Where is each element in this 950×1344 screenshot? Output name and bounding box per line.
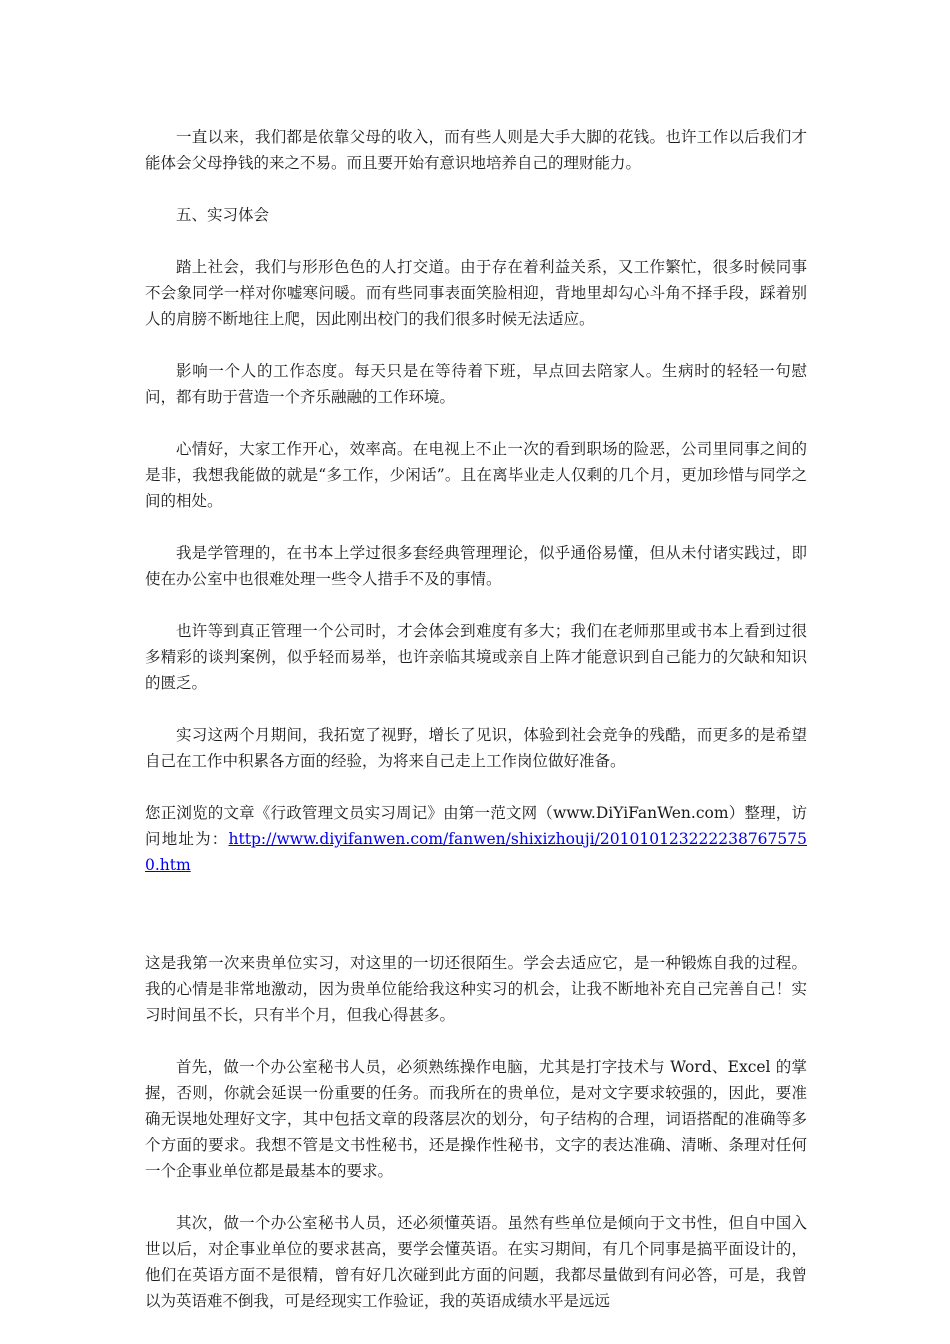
paragraph-intro: 这是我第一次来贵单位实习，对这里的一切还很陌生。学会去适应它，是一种锻炼自我的过程。我的心情是非常地激动，因为贵单位能给我这种实习的机会，让我不断地补充自己完善自己！实习时间虽不长，只有半个月，但我心得甚多。 [145,954,807,1024]
paragraph-society: 踏上社会，我们与形形色色的人打交道。由于存在着利益关系，又工作繁忙，很多时候同事不会象同学一样对你嘘寒问暖。而有些同事表面笑脸相迎，背地里却勾心斗角不择手段，踩着别人的肩膀不断地往上爬，因此刚出校门的我们很多时候无法适应。 [145,258,807,328]
source-text: 您正浏览的文章《行政管理文员实习周记》由第一范文网（www.DiYiFanWen.com）整理，访问地址为： [145,804,807,848]
section-heading: 五、实习体会 [176,206,270,224]
paragraph-finance: 一直以来，我们都是依靠父母的收入，而有些人则是大手大脚的花钱。也许工作以后我们才能体会父母挣钱的来之不易。而且要开始有意识地培养自己的理财能力。 [145,128,807,172]
paragraph-english-skills: 其次，做一个办公室秘书人员，还必须懂英语。虽然有些单位是倾向于文书性，但自中国入世以后，对企事业单位的要求甚高，要学会懂英语。在实习期间，有几个同事是搞平面设计的，他们在英语方面不是很精，曾有好几次碰到此方面的问题，我都尽量做到有问必答，可是，我曾以为英语难不倒我，可是经现实工作验证，我的英语成绩水平是远远 [145,1214,807,1310]
paragraph-attitude: 影响一个人的工作态度。每天只是在等待着下班，早点回去陪家人。生病时的轻轻一句慰问，都有助于营造一个齐乐融融的工作环境。 [145,362,807,406]
source-link[interactable]: http://www.diyifanwen.com/fanwen/shixizhouji/2010101232222387675750.htm [145,830,807,874]
paragraph-summary: 实习这两个月期间，我拓宽了视野，增长了见识，体验到社会竞争的残酷，而更多的是希望自己在工作中积累各方面的经验，为将来自己走上工作岗位做好准备。 [145,726,807,770]
source-notice [145,800,807,878]
document-page [145,124,807,1340]
paragraph-mood: 心情好，大家工作开心，效率高。在电视上不止一次的看到职场的险恶，公司里同事之间的是非，我想我能做的就是“多工作，少闲话”。且在离毕业走人仅剩的几个月，更加珍惜与同学之间的相处。 [145,440,807,510]
paragraph-computer-skills: 首先，做一个办公室秘书人员，必须熟练操作电脑，尤其是打字技术与 Word、Excel 的掌握，否则，你就会延误一份重要的任务。而我所在的贵单位，是对文字要求较强的，因此，要准确无误地处理好文字，其中包括文章的段落层次的划分，句子结构的合理，词语搭配的准确等多个方面的要求。我想不管是文书性秘书，还是操作性秘书，文字的表达准确、清晰、条理对任何一个企事业单位都是最基本的要求。 [145,1058,807,1180]
paragraph-company: 也许等到真正管理一个公司时，才会体会到难度有多大；我们在老师那里或书本上看到过很多精彩的谈判案例，似乎轻而易举，也许亲临其境或亲自上阵才能意识到自己能力的欠缺和知识的匮乏。 [145,622,807,692]
paragraph-management: 我是学管理的，在书本上学过很多套经典管理理论，似乎通俗易懂，但从未付诸实践过，即使在办公室中也很难处理一些令人措手不及的事情。 [145,544,807,588]
